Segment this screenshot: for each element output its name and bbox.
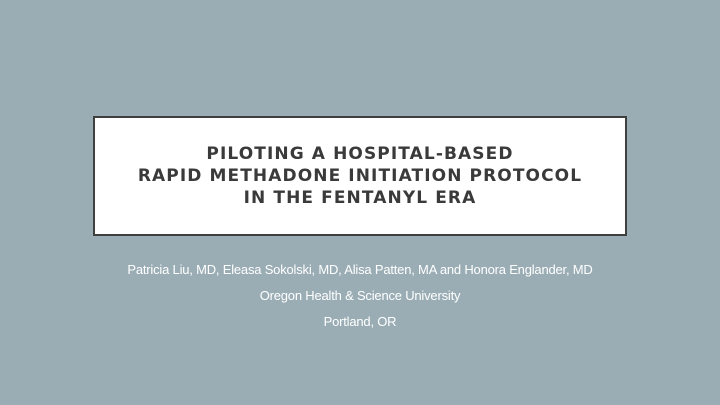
title-line-2: RAPID METHADONE INITIATION PROTOCOL	[137, 166, 583, 186]
institution-text: Oregon Health & Science University	[259, 288, 461, 303]
authors-text: Patricia Liu, MD, Eleasa Sokolski, MD, Alisa Patten, MA and Honora Englander, MD	[127, 262, 593, 277]
title-line-1: PILOTING A HOSPITAL-BASED	[206, 144, 514, 164]
title-box	[93, 116, 627, 236]
location-text: Portland, OR	[323, 314, 397, 329]
title-line-3: IN THE FENTANYL ERA	[243, 188, 477, 208]
